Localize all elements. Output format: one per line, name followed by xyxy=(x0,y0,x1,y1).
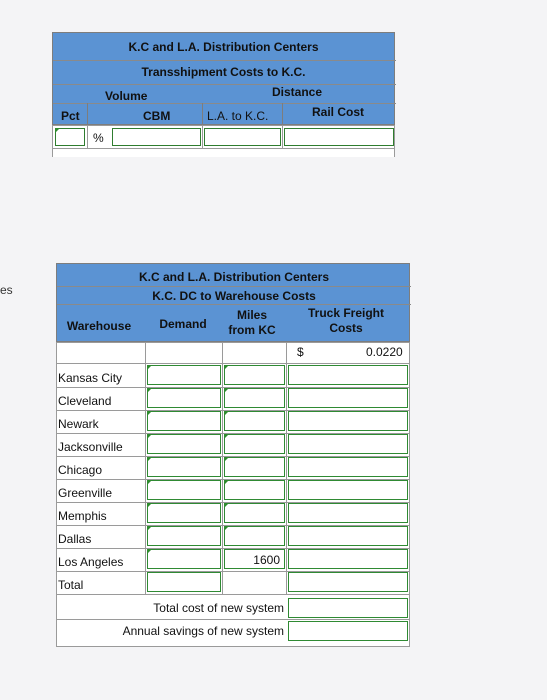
row-label-chicago: Chicago xyxy=(58,463,103,477)
demand-input[interactable] xyxy=(147,457,221,477)
rail-cost-input[interactable] xyxy=(284,128,394,146)
transshipment-header xyxy=(52,32,395,125)
warehouse-table-title: K.C and L.A. Distribution Centers xyxy=(138,270,329,284)
transshipment-subtitle: Transshipment Costs to K.C. xyxy=(141,65,306,79)
edge-text: es xyxy=(0,283,13,297)
miles-input[interactable] xyxy=(224,503,285,523)
truck-freight-input[interactable] xyxy=(288,434,408,454)
total-cost-input[interactable] xyxy=(288,598,408,618)
transshipment-input-row xyxy=(52,125,395,149)
demand-input[interactable] xyxy=(147,503,221,523)
miles-input[interactable] xyxy=(224,388,285,408)
pct-input[interactable] xyxy=(55,128,85,146)
miles-input-los-angeles[interactable] xyxy=(224,549,285,569)
truck-freight-input[interactable] xyxy=(288,388,408,408)
los-angeles-miles-value: 1600 xyxy=(253,553,280,567)
miles-input[interactable] xyxy=(224,526,285,546)
warehouse-table-subtitle: K.C. DC to Warehouse Costs xyxy=(152,289,316,303)
la-to-kc-column-header: L.A. to K.C. xyxy=(207,109,269,123)
distance-group-label: Distance xyxy=(272,85,323,99)
transshipment-table xyxy=(52,32,395,147)
miles-input[interactable] xyxy=(224,365,285,385)
row-label-greenville: Greenville xyxy=(58,486,113,500)
miles-input[interactable] xyxy=(224,457,285,477)
warehouse-column-header: Warehouse xyxy=(66,319,132,333)
row-label-jacksonville: Jacksonville xyxy=(58,440,123,454)
warehouse-cost-table xyxy=(56,263,410,647)
annual-savings-label: Annual savings of new system xyxy=(122,624,284,638)
truck-freight-input[interactable] xyxy=(288,526,408,546)
row-label-total: Total xyxy=(58,578,84,592)
demand-input[interactable] xyxy=(147,411,221,431)
currency-symbol: $ xyxy=(297,345,304,359)
demand-input[interactable] xyxy=(147,480,221,500)
rail-cost-column-header: Rail Cost xyxy=(312,105,365,119)
demand-input[interactable] xyxy=(147,365,221,385)
demand-input[interactable] xyxy=(147,549,221,569)
row-label-memphis: Memphis xyxy=(58,509,107,523)
truck-freight-column-header: Truck Freight Costs xyxy=(307,306,384,335)
annual-savings-input[interactable] xyxy=(288,621,408,641)
cbm-input[interactable] xyxy=(112,128,201,146)
demand-input[interactable] xyxy=(147,526,221,546)
row-label-los-angeles: Los Angeles xyxy=(58,555,124,569)
truck-freight-input[interactable] xyxy=(288,365,408,385)
truck-rate-value: 0.0220 xyxy=(366,345,403,359)
row-label-newark: Newark xyxy=(58,417,99,431)
row-label-kansas-city: Kansas City xyxy=(58,371,123,385)
miles-input[interactable] xyxy=(224,434,285,454)
la-to-kc-input[interactable] xyxy=(204,128,281,146)
total-cost-label: Total cost of new system xyxy=(153,601,284,615)
pct-symbol: % xyxy=(93,131,104,145)
demand-column-header: Demand xyxy=(159,317,207,331)
truck-freight-input[interactable] xyxy=(288,503,408,523)
transshipment-title: K.C and L.A. Distribution Centers xyxy=(128,40,319,54)
pct-column-header: Pct xyxy=(61,109,80,123)
demand-input[interactable] xyxy=(147,388,221,408)
truck-freight-total-input[interactable] xyxy=(288,572,408,592)
miles-column-header: Miles from KC xyxy=(228,308,276,337)
volume-group-label: Volume xyxy=(105,89,148,103)
row-label-dallas: Dallas xyxy=(58,532,92,546)
demand-total-input[interactable] xyxy=(147,572,221,592)
cbm-column-header: CBM xyxy=(143,109,171,123)
truck-freight-input[interactable] xyxy=(288,457,408,477)
miles-input[interactable] xyxy=(224,411,285,431)
truck-freight-input[interactable] xyxy=(288,411,408,431)
warehouse-cost-header xyxy=(56,263,410,342)
truck-freight-input[interactable] xyxy=(288,549,408,569)
demand-input[interactable] xyxy=(147,434,221,454)
miles-input[interactable] xyxy=(224,480,285,500)
truck-freight-input[interactable] xyxy=(288,480,408,500)
row-label-cleveland: Cleveland xyxy=(58,394,112,408)
